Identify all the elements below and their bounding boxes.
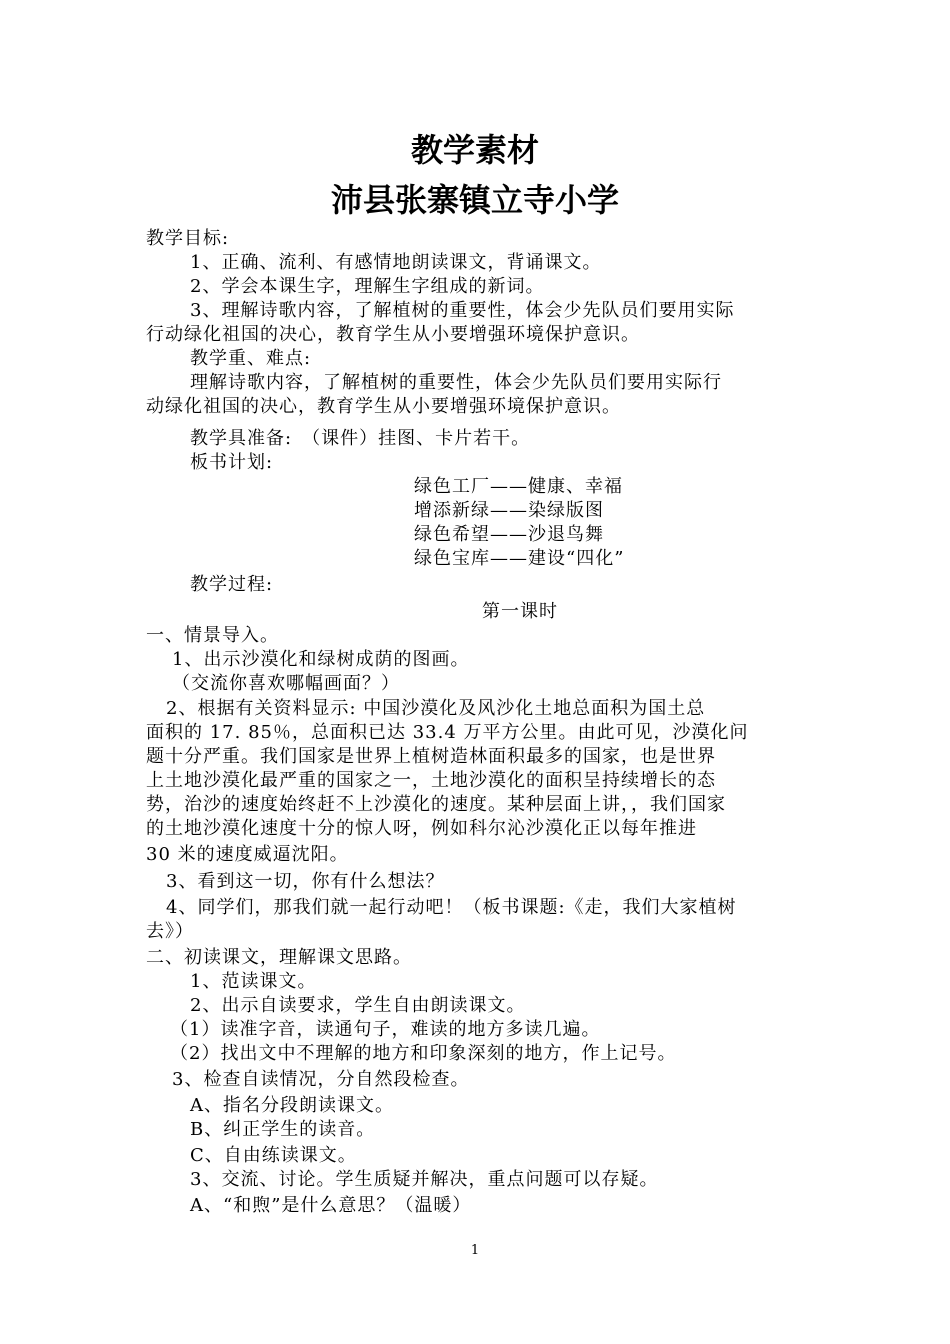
goal-3: 3、理解诗歌内容，了解植树的重要性，体会少先队员们要用实际 (190, 300, 735, 321)
section-1-item-4: 4、同学们，那我们就一起行动吧！（板书课题:《走，我们大家植树 (166, 897, 737, 918)
heading-teaching-goals: 教学目标: (146, 228, 230, 249)
section-2-heading: 二、初读课文，理解课文思路。 (146, 947, 412, 968)
board-plan-item: 增添新绿——染绿版图 (414, 500, 604, 521)
goal-3-continued: 行动绿化祖国的决心，教育学生从小要增强环境保护意识。 (146, 324, 640, 345)
section-2-item-3b: 3、交流、讨论。学生质疑并解决，重点问题可以存疑。 (190, 1169, 659, 1190)
goal-2: 2、学会本课生字，理解生字组成的新词。 (190, 276, 545, 297)
section-1-item-2: 2、根据有关资料显示: 中国沙漠化及风沙化土地总面积为国土总 (166, 698, 706, 719)
section-2-item-2: 2、出示自读要求，学生自由朗读课文。 (190, 995, 526, 1016)
section-1-item-4-continued: 去》） (146, 921, 194, 942)
board-plan-item: 绿色工厂——健康、幸福 (414, 476, 623, 497)
key-points-text: 理解诗歌内容，了解植树的重要性，体会少先队员们要用实际行 (190, 372, 722, 393)
document-title: 教学素材 (410, 131, 539, 169)
goal-1: 1、正确、流利、有感情地朗读课文，背诵课文。 (190, 252, 602, 273)
paragraph-line: 题十分严重。我们国家是世界上植树造林面积最多的国家，也是世界 (146, 746, 716, 767)
reading-requirement-1: （1）读准字音，读通句子，难读的地方多读几遍。 (170, 1019, 601, 1040)
heading-teaching-process: 教学过程: (190, 574, 274, 595)
paragraph-line: 上土地沙漠化最严重的国家之一，土地沙漠化的面积呈持续增长的态 (146, 770, 716, 791)
heading-key-points: 教学重、难点: (190, 348, 312, 369)
check-step-c: C、自由练读课文。 (190, 1145, 357, 1166)
teaching-aids: 教学具准备: （课件）挂图、卡片若干。 (190, 428, 531, 449)
section-2-item-3: 3、检查自读情况，分自然段检查。 (172, 1069, 470, 1090)
school-name-title: 沛县张寨镇立寺小学 (330, 181, 619, 219)
paragraph-line: 面积的 17. 85％，总面积已达 33.4 万平方公里。由此可见，沙漠化问 (146, 722, 749, 743)
board-plan-item: 绿色希望——沙退鸟舞 (414, 524, 604, 545)
lesson-heading: 第一课时 (482, 601, 558, 622)
board-plan-item: 绿色宝库——建设“四化” (414, 548, 625, 569)
check-step-a: A、指名分段朗读课文。 (190, 1095, 394, 1116)
discussion-a: A、“和煦”是什么意思？（温暖） (190, 1195, 472, 1216)
section-1-heading: 一、情景导入。 (146, 625, 279, 646)
paragraph-line: 势，治沙的速度始终赶不上沙漠化的速度。某种层面上讲，，我们国家 (146, 794, 726, 815)
section-1-item-3: 3、看到这一切，你有什么想法？ (166, 871, 445, 892)
section-1-item-1-note: （交流你喜欢哪幅画面？） (172, 673, 400, 694)
heading-board-plan: 板书计划: (190, 452, 274, 473)
key-points-continued: 动绿化祖国的决心，教育学生从小要增强环境保护意识。 (146, 396, 621, 417)
section-1-item-1: 1、出示沙漠化和绿树成荫的图画。 (172, 649, 470, 670)
paragraph-line: 30 米的速度威逼沈阳。 (146, 844, 349, 865)
paragraph-line: 的土地沙漠化速度十分的惊人呀，例如科尔沁沙漠化正以每年推进 (146, 818, 697, 839)
reading-requirement-2: （2）找出文中不理解的地方和印象深刻的地方，作上记号。 (170, 1043, 677, 1064)
section-2-item-1: 1、范读课文。 (190, 971, 317, 992)
page-number: 1 (470, 1243, 480, 1258)
check-step-b: B、纠正学生的读音。 (190, 1119, 376, 1140)
